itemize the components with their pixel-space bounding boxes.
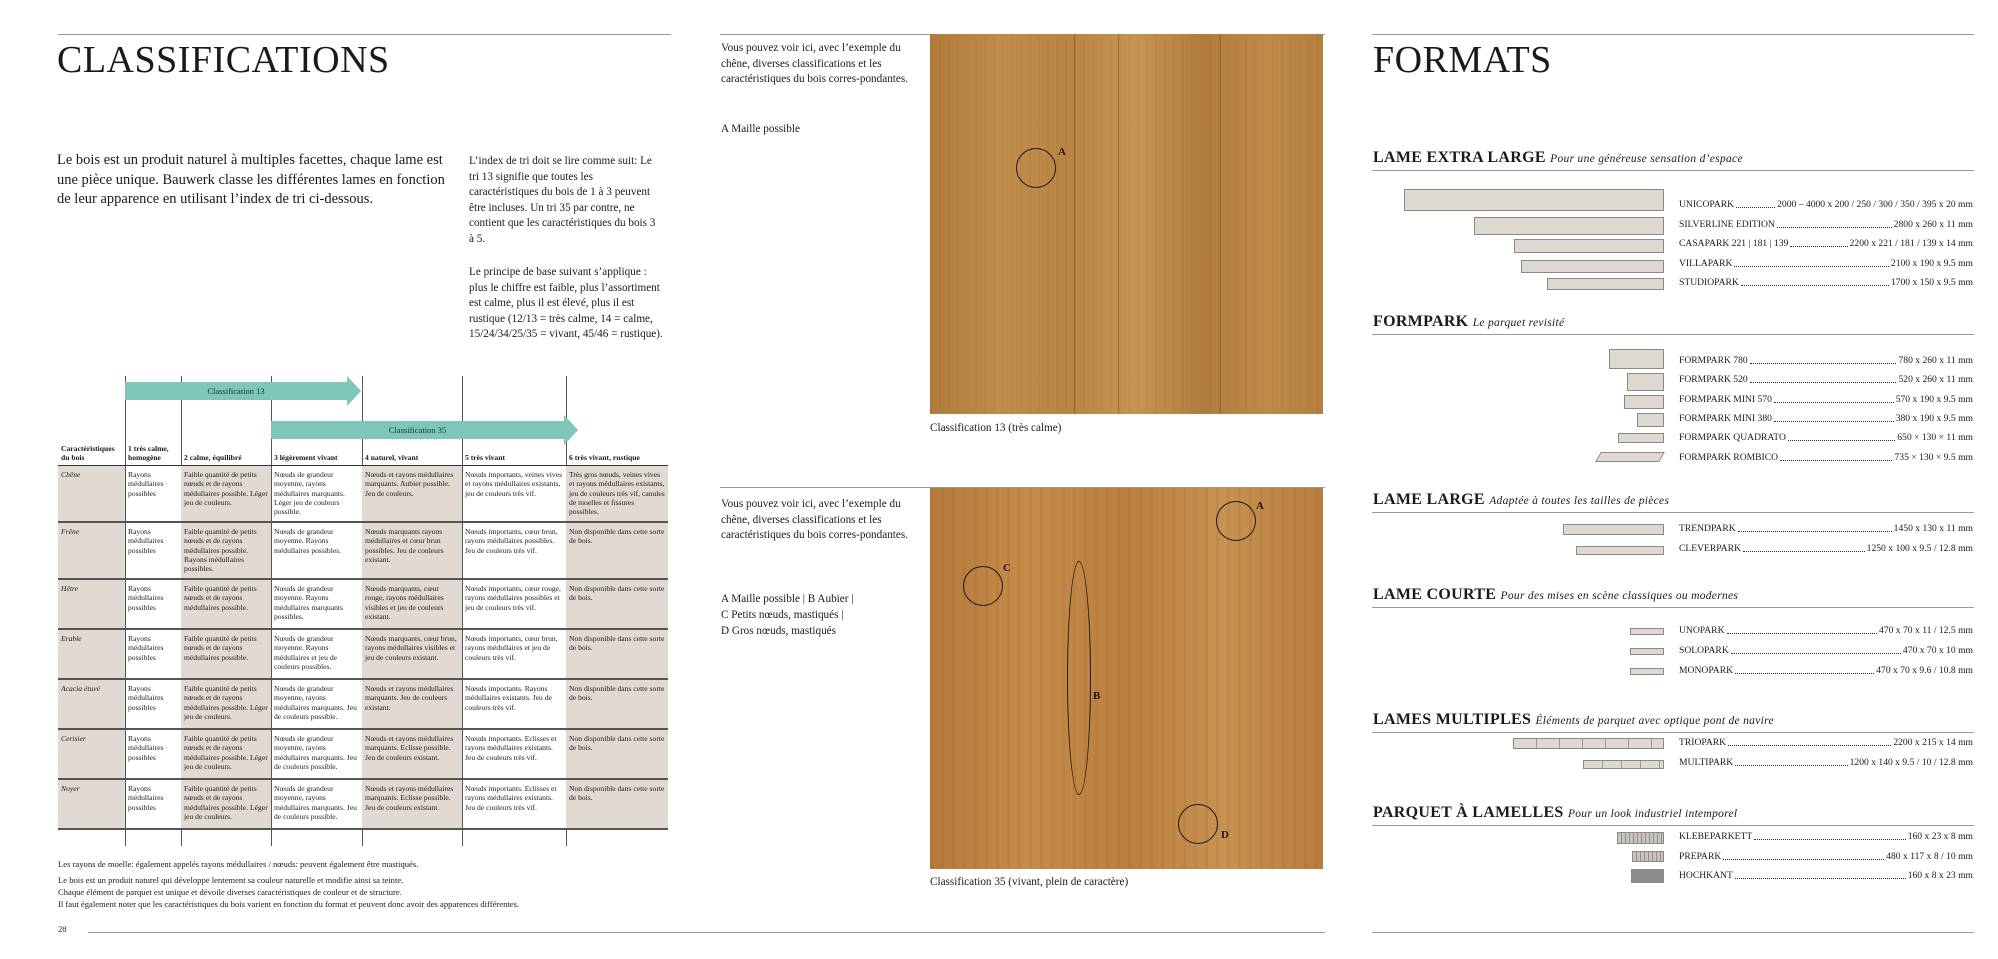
product-row: FORMPARK ROMBICO 735 × 130 × 9.5 mm <box>1679 452 1973 463</box>
section-heading-formpark: FORMPARK Le parquet revisité <box>1373 313 1565 330</box>
table-cell: Nœuds et rayons médullaires marquants. Eclisse possible. Jeu de couleurs existant. <box>362 779 462 829</box>
product-row: FORMPARK MINI 380 380 x 190 x 9.5 mm <box>1679 413 1973 424</box>
table-cell: Non disponible dans cette sorte de bois. <box>566 579 668 629</box>
table-cell: Nœuds importants. Rayons médullaires existants. Jeu de couleurs très vif. <box>462 679 566 729</box>
section-heading-parquet-a-lamelles: PARQUET À LAMELLES Pour un look industriel intemporel <box>1373 804 1738 821</box>
board-formpark-520 <box>1627 373 1664 391</box>
bottom-rule-right <box>1372 932 1974 933</box>
table-row <box>58 522 668 579</box>
oak-photo-classification-13 <box>930 34 1323 414</box>
product-row: CASAPARK 221 | 181 | 139 2200 x 221 / 181 / 139 x 14 mm <box>1679 238 1973 249</box>
table-cell: Noyer <box>58 779 125 829</box>
top-rule-left <box>58 34 671 35</box>
table-cell: Non disponible dans cette sorte de bois. <box>566 522 668 579</box>
mark-ellipse <box>1067 561 1091 795</box>
product-row: MULTIPARK 1200 x 140 x 9.5 / 10 / 12.8 mm <box>1679 757 1973 768</box>
table-row <box>58 679 668 729</box>
table-cell: Faible quantité de petits nœuds et de rayons médullaires possible. <box>181 579 271 629</box>
mark-circle <box>963 566 1003 606</box>
table-cell: Rayons médullaires possibles <box>125 729 181 779</box>
classification-35-arrow: Classification 35 <box>271 421 564 439</box>
section-rule <box>1372 607 1974 608</box>
table-header: 5 très vivant <box>462 442 566 465</box>
table-cell: Erable <box>58 629 125 679</box>
product-row: FORMPARK 520 520 x 260 x 11 mm <box>1679 374 1973 385</box>
board-formpark-rombico <box>1595 452 1665 462</box>
product-row: VILLAPARK 2100 x 190 x 9.5 mm <box>1679 258 1973 269</box>
board-klebeparkett <box>1617 832 1664 844</box>
section-rule <box>1372 732 1974 733</box>
mark-circle <box>1016 148 1056 188</box>
footnote: Il faut également noter que les caractéristiques du bois varient en fonction du format et peuvent donc avoir des apparences différentes. <box>58 899 520 909</box>
board-silverline <box>1474 217 1664 235</box>
table-cell: Nœuds et rayons médullaires marquants. Aubier possible. Jeu de couleurs. <box>362 465 462 522</box>
mark-label: A <box>1058 146 1066 158</box>
product-row: SOLOPARK 470 x 70 x 10 mm <box>1679 645 1973 656</box>
board-casapark <box>1514 239 1664 253</box>
product-row: UNOPARK 470 x 70 x 11 / 12.5 mm <box>1679 625 1973 636</box>
table-cell: Nœuds importants. Eclisses et rayons médullaires existants. Jeu de couleurs très vif. <box>462 729 566 779</box>
table-cell: Non disponible dans cette sorte de bois. <box>566 679 668 729</box>
photo-legend-bottom: C Petits nœuds, mastiqués | <box>721 609 844 621</box>
mark-circle <box>1178 804 1218 844</box>
table-cell: Nœuds de grandeur moyenne, rayons médullaires marquants. Léger jeu de couleurs possible. <box>271 465 362 522</box>
table-header: Caractéristiques du bois <box>58 442 125 465</box>
product-row: STUDIOPARK 1700 x 150 x 9.5 mm <box>1679 277 1973 288</box>
plank-seam <box>1074 34 1075 414</box>
page-title-classifications: CLASSIFICATIONS <box>57 39 390 81</box>
product-row: HOCHKANT 160 x 8 x 23 mm <box>1679 870 1973 881</box>
table-cell: Rayons médullaires possibles <box>125 579 181 629</box>
page-number: 28 <box>58 924 67 934</box>
table-cell: Chêne <box>58 465 125 522</box>
photo-legend-top: A Maille possible <box>721 123 800 135</box>
board-multipark <box>1583 760 1664 769</box>
index-explanation: L’index de tri doit se lire comme suit: Le tri 13 signifie que toutes les caractéristiques du bois de 1 à 3 peuvent être incluses. Un tri 35 par contre, ne contient que les caractéristiques du bois 3 à 5. <box>469 155 656 245</box>
board-formpark-mini-380 <box>1637 413 1664 427</box>
table-cell: Nœuds et rayons médullaires marquants. Jeu de couleurs existant. <box>362 679 462 729</box>
board-villapark <box>1521 260 1664 273</box>
table-row <box>58 779 668 829</box>
bottom-rule-left <box>88 932 1325 933</box>
plank-seam <box>1220 34 1221 414</box>
table-cell: Rayons médullaires possibles <box>125 522 181 579</box>
section-heading-lame-extra-large: LAME EXTRA LARGE Pour une généreuse sensation d’espace <box>1373 149 1743 166</box>
product-row: UNICOPARK 2000 – 4000 x 200 / 250 / 300 / 350 / 395 x 20 mm <box>1679 199 1973 210</box>
table-header: 3 légèrement vivant <box>271 442 362 465</box>
table-cell: Faible quantité de petits nœuds et de rayons médullaires possible. Léger jeu de couleurs. <box>181 779 271 829</box>
table-cell: Hêtre <box>58 579 125 629</box>
table-cell: Nœuds et rayons médullaires marquants. Eclisse possible. Jeu de couleurs existant. <box>362 729 462 779</box>
mark-label: B <box>1093 690 1101 702</box>
table-row <box>58 629 668 679</box>
product-row: CLEVERPARK 1250 x 100 x 9.5 / 12.8 mm <box>1679 543 1973 554</box>
caption-top: Classification 13 (très calme) <box>930 422 1062 434</box>
table-cell: Acacia étuvé <box>58 679 125 729</box>
board-formpark-quadrato <box>1618 433 1664 443</box>
table-cell: Nœuds de grandeur moyenne, rayons médullaires marquants. Jeu de couleurs possible. <box>271 679 362 729</box>
table-cell: Très gros nœuds, veines vives et rayons médullaires existants, jeu de couleurs très vif, canules de moelles et fissures possibles. <box>566 465 668 522</box>
board-studiopark <box>1547 278 1664 290</box>
board-unicopark <box>1404 189 1664 211</box>
table-header: 4 naturel, vivant <box>362 442 462 465</box>
section-heading-lames-multiples: LAMES MULTIPLES Éléments de parquet avec optique pont de navire <box>1373 711 1774 728</box>
table-cell: Rayons médullaires possibles <box>125 465 181 522</box>
page-title-formats: FORMATS <box>1373 39 1552 81</box>
table-cell: Rayons médullaires possibles <box>125 679 181 729</box>
table-row <box>58 579 668 629</box>
classification-13-arrow: Classification 13 <box>125 382 347 400</box>
table-cell: Nœuds importants, cœur brun, rayons médullaires et jeu de couleurs très vif. <box>462 629 566 679</box>
board-cleverpark <box>1576 546 1664 555</box>
product-row: MONOPARK 470 x 70 x 9.6 / 10.8 mm <box>1679 665 1973 676</box>
section-rule <box>1372 825 1974 826</box>
product-row: TRIOPARK 2200 x 215 x 14 mm <box>1679 737 1973 748</box>
table-cell: Nœuds de grandeur moyenne, rayons médullaires marquants. Jeu de couleurs possible. <box>271 729 362 779</box>
mark-circle <box>1216 501 1256 541</box>
product-row: TRENDPARK 1450 x 130 x 11 mm <box>1679 523 1973 534</box>
table-row <box>58 465 668 522</box>
oak-photo-classification-35 <box>930 488 1323 869</box>
table-cell: Faible quantité de petits nœuds et de rayons médullaires possible. Léger jeu de couleurs. <box>181 679 271 729</box>
table-header: 6 très vivant, rustique <box>566 442 668 465</box>
intro-paragraph: Le bois est un produit naturel à multiples facettes, chaque lame est une pièce unique. Bauwerk classe les différentes lames en fonction de leur apparence en utilisant l’index de tri ci-dessous. <box>57 152 445 207</box>
board-prepark <box>1632 851 1664 862</box>
table-cell: Nœuds importants, cœur rouge, rayons médullaires possibles et jeu de couleurs très vif. <box>462 579 566 629</box>
table-cell: Nœuds importants, cœur brun, rayons médullaires possibles. Jeu de couleurs très vif. <box>462 522 566 579</box>
table-header: 2 calme, équilibré <box>181 442 271 465</box>
table-cell: Faible quantité de petits nœuds et de rayons médullaires possible. Rayons médullaires possibles. <box>181 522 271 579</box>
table-cell: Nœuds de grandeur moyenne, rayons médullaires marquants. Jeu de couleurs possible. <box>271 779 362 829</box>
table-row <box>58 729 668 779</box>
table-cell: Rayons médullaires possibles <box>125 629 181 679</box>
table-cell: Faible quantité de petits nœuds et de rayons médullaires possible. Léger jeu de couleurs. <box>181 465 271 522</box>
footnote: Les rayons de moelle: également appelés rayons médullaires / nœuds: peuvent également être mastiqués. <box>58 859 419 869</box>
photo-intro-top: Vous pouvez voir ici, avec l’exemple du chêne, diverses classifications et les caractéristiques du bois corres-pondantes. <box>721 42 909 86</box>
table-cell: Nœuds importants. Eclisses et rayons médullaires existants. Jeu de couleurs très vif. <box>462 779 566 829</box>
table-cell: Rayons médullaires possibles <box>125 779 181 829</box>
photo-intro-bottom: Vous pouvez voir ici, avec l’exemple du chêne, diverses classifications et les caractéristiques du bois corres-pondantes. <box>721 498 909 542</box>
mark-label: D <box>1221 829 1229 841</box>
board-solopark <box>1630 648 1664 655</box>
plank-seam <box>1118 34 1119 414</box>
classification-table <box>58 442 668 830</box>
photo-legend-bottom: D Gros nœuds, mastiqués <box>721 625 836 637</box>
product-row: KLEBEPARKETT 160 x 23 x 8 mm <box>1679 831 1973 842</box>
mark-label: C <box>1003 562 1011 574</box>
table-cell: Nœuds marquants, cœur brun, rayons médullaires visibles et jeu de couleurs existant. <box>362 629 462 679</box>
footnote: Chaque élément de parquet est unique et dévoile diverses caractéristiques de couleur et de structure. <box>58 887 402 897</box>
board-trendpark <box>1563 524 1664 535</box>
top-rule-right <box>1372 34 1974 35</box>
board-formpark-mini-570 <box>1624 395 1664 409</box>
table-header-row <box>58 442 668 465</box>
photo-legend-bottom: A Maille possible | B Aubier | <box>721 593 854 605</box>
product-row: FORMPARK QUADRATO 650 × 130 × 11 mm <box>1679 432 1973 443</box>
caption-bottom: Classification 35 (vivant, plein de caractère) <box>930 876 1129 888</box>
table-cell: Nœuds de grandeur moyenne. Rayons médullaires et jeu de couleurs possibles. <box>271 629 362 679</box>
product-row: SILVERLINE EDITION 2800 x 260 x 11 mm <box>1679 219 1973 230</box>
table-cell: Nœuds de grandeur moyenne. Rayons médullaires marquants possibles. <box>271 579 362 629</box>
section-rule <box>1372 170 1974 171</box>
table-cell: Frêne <box>58 522 125 579</box>
table-cell: Cerisier <box>58 729 125 779</box>
board-hochkant <box>1631 869 1664 883</box>
mark-label: A <box>1256 500 1264 512</box>
section-rule <box>1372 334 1974 335</box>
product-row: FORMPARK 780 780 x 260 x 11 mm <box>1679 355 1973 366</box>
section-heading-lame-courte: LAME COURTE Pour des mises en scène classiques ou modernes <box>1373 586 1739 603</box>
table-cell: Faible quantité de petits nœuds et de rayons médullaires possible. <box>181 629 271 679</box>
table-header: 1 très calme, homogène <box>125 442 181 465</box>
table-cell: Non disponible dans cette sorte de bois. <box>566 629 668 679</box>
section-rule <box>1372 512 1974 513</box>
table-cell: Nœuds de grandeur moyenne. Rayons médullaires possibles. <box>271 522 362 579</box>
product-row: FORMPARK MINI 570 570 x 190 x 9.5 mm <box>1679 394 1973 405</box>
table-cell: Non disponible dans cette sorte de bois. <box>566 729 668 779</box>
table-cell: Nœuds marquants, cœur rouge, rayons médullaires visibles et jeu de couleurs existant. <box>362 579 462 629</box>
board-formpark-780 <box>1609 349 1664 369</box>
table-cell: Non disponible dans cette sorte de bois. <box>566 779 668 829</box>
section-heading-lame-large: LAME LARGE Adaptée à toutes les tailles de pièces <box>1373 491 1670 508</box>
board-unopark <box>1630 628 1664 635</box>
board-monopark <box>1630 668 1664 675</box>
index-principle: Le principe de base suivant s’applique : plus le chiffre est faible, plus l’assortiment est calme, plus il est élevé, plus il est rustique (12/13 = très calme, 14 = calme, 15/24/34/25/35 = vivant, 45/46 = rustique). <box>469 266 663 341</box>
board-triopark <box>1513 738 1664 749</box>
table-cell: Faible quantité de petits nœuds et de rayons médullaires possible. Léger jeu de couleurs. <box>181 729 271 779</box>
footnote: Le bois est un produit naturel qui développe lentement sa couleur naturelle et modifie ainsi sa teinte. <box>58 875 404 885</box>
table-cell: Nœuds importants, veines vives et rayons médullaires existants, jeu de couleurs très vif. <box>462 465 566 522</box>
product-row: PREPARK 480 x 117 x 8 / 10 mm <box>1679 851 1973 862</box>
table-cell: Nœuds marquants rayons médullaires et cœur brun possibles. Jeu de couleurs existant. <box>362 522 462 579</box>
